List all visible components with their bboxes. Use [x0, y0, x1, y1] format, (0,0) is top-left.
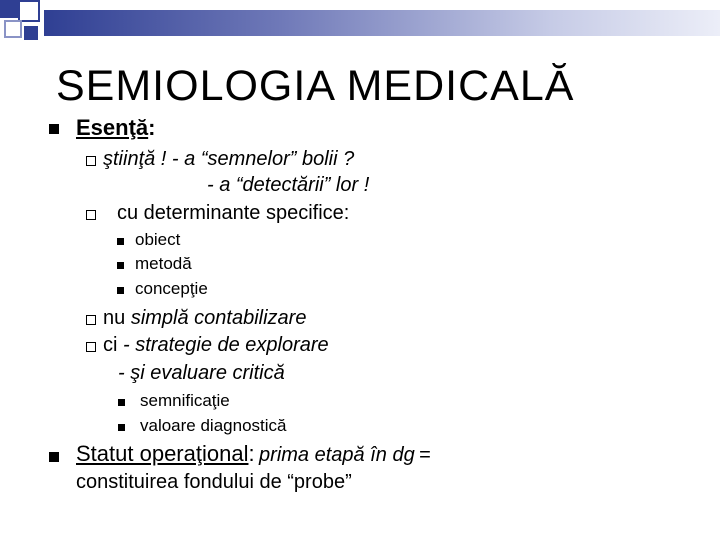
sub-item-conceptie: concepţie [135, 279, 208, 298]
bullet-square-icon [117, 238, 124, 245]
ci-line-2: - şi evaluare critică [118, 362, 285, 384]
bullet-square-icon [117, 262, 124, 269]
nu-prefix: nu [103, 307, 126, 329]
sub-item-semnificatie: semnificaţie [140, 391, 230, 410]
esenta-label: Esenţă [76, 115, 149, 140]
nu-text: simplă contabilizare [130, 307, 307, 329]
sub-item-obiect: obiect [135, 230, 181, 249]
statut-colon: : [248, 441, 255, 466]
header-square-dark-small [24, 26, 38, 40]
header-square-dark [0, 0, 18, 18]
checkbox-bullet-icon [86, 342, 96, 352]
statut-line [76, 441, 431, 467]
checkbox-bullet-icon [86, 210, 96, 220]
bullet-square-icon [49, 124, 59, 134]
slide-title: SEMIOLOGIA MEDICALĂ [56, 62, 575, 110]
ci-line [103, 334, 329, 357]
bullet-square-icon [118, 424, 125, 431]
esenta-item-detectarii: - a “detectării” lor ! [207, 174, 370, 196]
ci-prefix: ci [103, 334, 118, 356]
bullet-square-icon [118, 399, 125, 406]
sub-item-metoda: metodă [135, 254, 192, 273]
sub-item-valoare-diagnostica: valoare diagnostică [140, 416, 287, 435]
statut-equals: = [419, 444, 431, 466]
checkbox-bullet-icon [86, 315, 96, 325]
statut-line-2: constituirea fondului de “probe” [76, 471, 352, 493]
checkbox-bullet-icon [86, 156, 96, 166]
esenta-item-stiinta: ştiinţă ! - a “semnelor” bolii ? [103, 148, 355, 170]
header-square-outline-light [4, 20, 22, 38]
esenta-colon: : [148, 115, 156, 140]
header-bar [44, 10, 720, 36]
statut-label: Statut operaţional [76, 441, 249, 466]
statut-italic-text: prima etapă în dg [259, 444, 415, 466]
esenta-item-determinante: cu determinante specifice: [117, 202, 350, 224]
bullet-square-icon [117, 287, 124, 294]
esenta-heading [76, 115, 155, 141]
nu-line [103, 307, 306, 330]
bullet-square-icon [49, 452, 59, 462]
ci-text: - strategie de explorare [123, 334, 329, 356]
header-square-outline [18, 0, 40, 22]
